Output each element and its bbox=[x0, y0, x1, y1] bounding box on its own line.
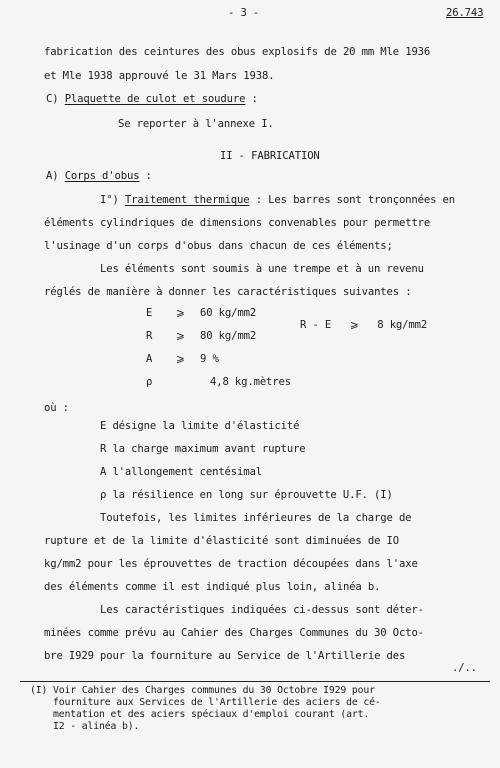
section-c-heading bbox=[46, 93, 258, 106]
toutefois-line-1: Toutefois, les limites inférieures de la charge de bbox=[100, 512, 412, 524]
section-c-reference: Se reporter à l'annexe I. bbox=[118, 118, 274, 130]
section-c-suffix: : bbox=[245, 93, 258, 105]
spec-symbol: A bbox=[146, 353, 153, 365]
part-heading: II - FABRICATION bbox=[220, 150, 320, 162]
trempe-line-2: réglés de manière à donner les caractéristiques suivantes : bbox=[44, 286, 412, 298]
section-c-title: Plaquette de culot et soudure bbox=[64, 93, 246, 105]
spec-value: 9 % bbox=[200, 353, 219, 365]
definition-r: R la charge maximum avant rupture bbox=[100, 443, 306, 455]
trempe-line-1: Les éléments sont soumis à une trempe et à un revenu bbox=[100, 263, 424, 275]
footnote-divider bbox=[20, 681, 490, 682]
item1-text: : Les barres sont tronçonnées en bbox=[249, 194, 456, 206]
section-a-title: Corps d'obus bbox=[64, 170, 140, 182]
definition-rho: ρ la résilience en long sur éprouvette U.F. (I) bbox=[100, 489, 393, 501]
section-a-heading bbox=[46, 170, 152, 183]
definition-e: E désigne la limite d'élasticité bbox=[100, 420, 300, 432]
item1-title: Traitement thermique bbox=[124, 194, 250, 206]
section-a-suffix: : bbox=[139, 170, 152, 182]
caracteristiques-line-2: minées comme prévu au Cahier des Charges Communes du 30 Octo- bbox=[44, 627, 424, 639]
definition-a: A l'allongement centésimal bbox=[100, 466, 262, 478]
item1-first-line bbox=[100, 194, 455, 207]
footnote-line-4: I2 - alinéa b). bbox=[30, 721, 140, 732]
footnote-line-2: fourniture aux Services de l'Artillerie des aciers de cé- bbox=[30, 697, 381, 708]
toutefois-line-2: rupture et de la limite d'élasticité sont diminuées de IO bbox=[44, 535, 399, 547]
item1-prefix: I°) bbox=[100, 194, 125, 206]
toutefois-line-3: kg/mm2 pour les éprouvettes de traction découpées dans l'axe bbox=[44, 558, 418, 570]
section-a-prefix: A) bbox=[46, 170, 65, 182]
spec-operator: ⩾ bbox=[176, 307, 185, 319]
caracteristiques-line-3: bre I929 pour la fourniture au Service de l'Artillerie des bbox=[44, 650, 406, 662]
intro-line-1: fabrication des ceintures des obus explosifs de 20 mm Mle 1936 bbox=[44, 46, 431, 58]
spec-operator: ⩾ bbox=[176, 353, 185, 365]
footnote-line-1: (I) Voir Cahier des Charges communes du 30 Octobre I929 pour bbox=[30, 685, 375, 696]
spec-value: 80 kg/mm2 bbox=[200, 330, 257, 342]
spec-symbol: R bbox=[146, 330, 153, 342]
spec-symbol: E bbox=[146, 307, 153, 319]
item1-line-2: éléments cylindriques de dimensions convenables pour permettre bbox=[44, 217, 431, 229]
caracteristiques-line-1: Les caractéristiques indiquées ci-dessus sont déter- bbox=[100, 604, 424, 616]
spec-symbol: ρ bbox=[146, 376, 153, 388]
footnote-line-3: mentation et des aciers spéciaux d'emploi courant (art. bbox=[30, 709, 370, 720]
spec-value: 4,8 kg.mètres bbox=[210, 376, 291, 388]
continuation-mark: ./.. bbox=[452, 662, 477, 674]
toutefois-line-4: des éléments comme il est indiqué plus loin, alinéa b. bbox=[44, 581, 381, 593]
section-c-prefix: C) bbox=[46, 93, 65, 105]
item1-line-3: l'usinage d'un corps d'obus dans chacun de ces éléments; bbox=[44, 240, 393, 252]
page-number: - 3 - bbox=[228, 7, 260, 19]
spec-relation: R - E ⩾ 8 kg/mm2 bbox=[300, 319, 428, 331]
spec-operator: ⩾ bbox=[176, 330, 185, 342]
intro-line-2: et Mle 1938 approuvé le 31 Mars 1938. bbox=[44, 70, 275, 82]
document-reference: 26.743 bbox=[446, 7, 484, 19]
spec-value: 60 kg/mm2 bbox=[200, 307, 257, 319]
ou-label: où : bbox=[44, 402, 69, 414]
